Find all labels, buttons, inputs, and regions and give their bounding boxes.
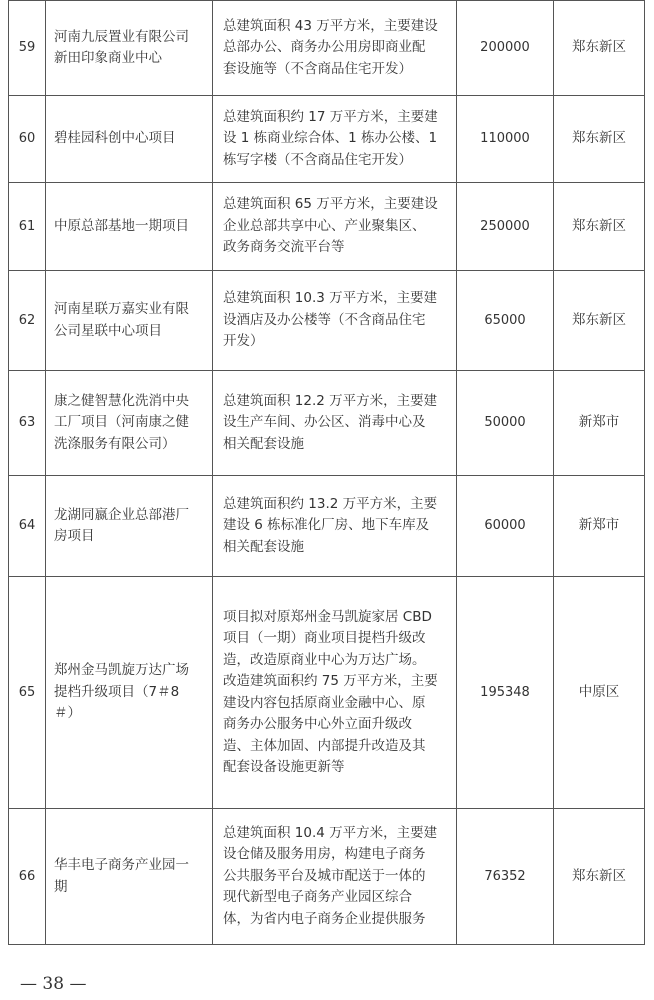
district: 中原区 <box>554 577 645 809</box>
project-content <box>213 577 457 809</box>
row-number: 61 <box>9 183 46 271</box>
project-content-line: 设 1 栋商业综合体、1 栋办公楼、1 <box>223 130 438 147</box>
project-content-line: 政务商务交流平台等 <box>223 239 345 256</box>
project-content-line: 总建筑面积 65 万平方米，主要建设 <box>223 196 438 213</box>
district: 郑东新区 <box>554 96 645 183</box>
investment-amount: 195348 <box>457 577 554 809</box>
investment-amount: 65000 <box>457 271 554 371</box>
project-content-line: 企业总部共享中心、产业聚集区、 <box>223 217 426 234</box>
project-name <box>46 96 213 183</box>
project-content-line: 现代新型电子商务产业园区综合 <box>223 889 412 906</box>
project-name <box>46 271 213 371</box>
project-name-line: 提档升级项目（7＃8 <box>54 683 180 700</box>
district: 郑东新区 <box>554 1 645 96</box>
project-name-line: 郑州金马凯旋万达广场 <box>54 662 189 679</box>
table-row <box>9 271 645 371</box>
table-row <box>9 1 645 96</box>
project-content-line: 公共服务平台及城市配送于一体的 <box>223 867 426 884</box>
project-content-line: 开发） <box>223 333 264 350</box>
table-row <box>9 371 645 476</box>
investment-amount: 60000 <box>457 476 554 577</box>
project-name-line: 工厂项目（河南康之健 <box>54 414 189 431</box>
project-name-line: 龙湖同嬴企业总部港厂 <box>54 506 189 523</box>
project-content <box>213 1 457 96</box>
project-name <box>46 809 213 945</box>
project-content-line: 商务办公服务中心外立面升级改 <box>223 716 412 732</box>
project-content-line: 体，为省内电子商务企业提供服务 <box>223 910 426 927</box>
investment-amount: 76352 <box>457 809 554 945</box>
district: 新郑市 <box>554 476 645 577</box>
project-name <box>46 577 213 809</box>
project-name <box>46 371 213 476</box>
project-content-line: 设酒店及办公楼等（不含商品住宅 <box>223 311 426 328</box>
district: 郑东新区 <box>554 271 645 371</box>
project-table-body <box>9 1 645 945</box>
project-content-line: 总部办公、商务办公用房即商业配 <box>223 39 426 56</box>
project-content <box>213 371 457 476</box>
investment-amount: 250000 <box>457 183 554 271</box>
project-content-line: 设生产车间、办公区、消毒中心及 <box>223 414 426 431</box>
row-number: 64 <box>9 476 46 577</box>
project-content-line: 造，改造原商业中心为万达广场。 <box>223 651 426 668</box>
district: 新郑市 <box>554 371 645 476</box>
project-table <box>8 0 645 945</box>
project-content-line: 总建筑面积 12.2 万平方米，主要建 <box>223 392 438 409</box>
project-name-line: 新田印象商业中心 <box>54 50 162 66</box>
project-content-line: 总建筑面积 10.4 万平方米，主要建 <box>223 824 438 841</box>
row-number: 59 <box>9 1 46 96</box>
investment-amount: 200000 <box>457 1 554 96</box>
project-name-line: ＃） <box>54 705 81 722</box>
row-number: 65 <box>9 577 46 809</box>
project-name-line: 华丰电子商务产业园一 <box>54 857 189 873</box>
project-content-line: 相关配套设施 <box>223 538 304 555</box>
row-number: 62 <box>9 271 46 371</box>
row-number: 66 <box>9 809 46 945</box>
project-content-line: 设仓储及服务用房，构建电子商务 <box>223 846 426 863</box>
project-content-line: 建设内容包括原商业金融中心、原 <box>223 694 426 711</box>
project-content-line: 配套设备设施更新等 <box>223 759 345 775</box>
project-content-line: 总建筑面积约 17 万平方米，主要建 <box>223 108 438 125</box>
table-row <box>9 183 645 271</box>
project-name-line: 洗涤服务有限公司） <box>54 435 176 452</box>
project-name-line: 碧桂园科创中心项目 <box>54 130 176 147</box>
project-name-line: 期 <box>54 878 68 895</box>
table-row <box>9 476 645 577</box>
project-content <box>213 96 457 183</box>
project-name <box>46 1 213 96</box>
project-content <box>213 271 457 371</box>
project-content-line: 总建筑面积约 13.2 万平方米，主要 <box>223 495 438 512</box>
project-content-line: 改造建筑面积约 75 万平方米，主要 <box>223 673 438 689</box>
project-name-line: 河南星联万嘉实业有限 <box>54 301 189 317</box>
project-name-line: 房项目 <box>54 528 95 544</box>
project-content <box>213 183 457 271</box>
project-name <box>46 476 213 577</box>
row-number: 63 <box>9 371 46 476</box>
page-number: — 38 — <box>20 974 87 994</box>
district: 郑东新区 <box>554 183 645 271</box>
project-name-line: 公司星联中心项目 <box>54 322 162 339</box>
table-row <box>9 96 645 183</box>
table-row <box>9 809 645 945</box>
investment-amount: 110000 <box>457 96 554 183</box>
project-name-line: 中原总部基地一期项目 <box>54 217 189 234</box>
project-content-line: 建设 6 栋标准化厂房、地下车库及 <box>223 517 430 534</box>
project-content-line: 总建筑面积 10.3 万平方米，主要建 <box>223 290 438 307</box>
project-name-line: 河南九辰置业有限公司 <box>54 28 189 45</box>
district: 郑东新区 <box>554 809 645 945</box>
project-content-line: 项目（一期）商业项目提档升级改 <box>223 630 426 646</box>
project-content-line: 项目拟对原郑州金马凯旋家居 CBD <box>223 608 432 625</box>
project-content-line: 相关配套设施 <box>223 435 304 452</box>
project-name-line: 康之健智慧化洗消中央 <box>54 392 189 409</box>
project-content-line: 栋写字楼（不含商品住宅开发） <box>223 151 412 168</box>
row-number: 60 <box>9 96 46 183</box>
table-row <box>9 577 645 809</box>
investment-amount: 50000 <box>457 371 554 476</box>
project-content <box>213 476 457 577</box>
project-content <box>213 809 457 945</box>
project-name <box>46 183 213 271</box>
project-content-line: 套设施等（不含商品住宅开发） <box>223 60 412 77</box>
project-content-line: 造、主体加固、内部提升改造及其 <box>223 737 426 754</box>
project-content-line: 总建筑面积 43 万平方米，主要建设 <box>223 17 438 34</box>
